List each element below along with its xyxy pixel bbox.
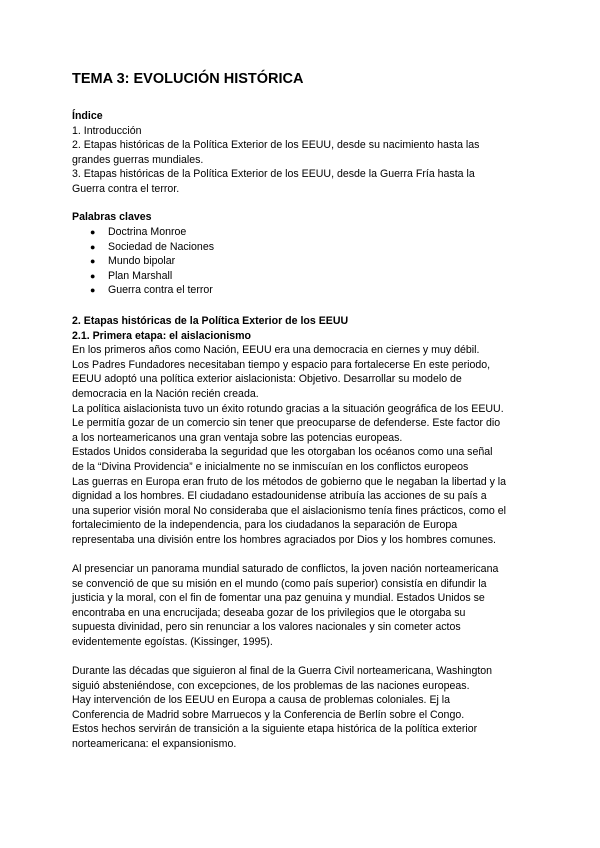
paragraph-line: Las guerras en Europa eran fruto de los métodos de gobierno que le negaban la libertad y la (72, 475, 507, 488)
paragraph-2 (72, 562, 532, 650)
paragraph-line: encontraba en una encrucijada; deseaba gozar de los privilegios que le otorgaba su (72, 606, 466, 619)
section-heading: 2. Etapas históricas de la Política Exterior de los EEUU (72, 315, 349, 327)
keyword-label: Mundo bipolar (108, 255, 176, 268)
section-2 (72, 314, 532, 548)
keyword-label: Sociedad de Naciones (108, 240, 215, 253)
keyword-label: Doctrina Monroe (108, 226, 187, 238)
index-line: 3. Etapas históricas de la Política Exterior de los EEUU, desde la Guerra Fría hasta la (72, 168, 475, 181)
paragraph-line: evidentemente egoístas. (Kissinger, 1995). (72, 635, 273, 648)
paragraph-line: una superior visión moral No consideraba que el aislacionismo tenía fines prácticos, como el (72, 504, 506, 517)
paragraph-line: Los Padres Fundadores necesitaban tiempo y espacio para fortalecerse En este periodo, (72, 358, 491, 371)
index-line: grandes guerras mundiales. (72, 153, 204, 166)
paragraph-line: Estados Unidos consideraba la seguridad que les otorgaban los océanos como una señal (72, 446, 493, 459)
keyword-item (72, 269, 214, 284)
keyword-item (72, 283, 214, 298)
paragraph-line: siguió absteniéndose, con excepciones, de los problemas de las naciones europeas. (72, 679, 470, 692)
keywords-section (72, 210, 532, 225)
bullet-icon: ● (90, 285, 96, 296)
paragraph-line: Conferencia de Madrid sobre Marruecos y la Conferencia de Berlín sobre el Congo. (72, 708, 465, 721)
index-line: Guerra contra el terror. (72, 182, 180, 195)
index-heading: Índice (72, 110, 103, 122)
paragraph-line: Durante las décadas que siguieron al final de la Guerra Civil norteamericana, Washington (72, 665, 493, 677)
index-line: 1. Introducción (72, 124, 142, 137)
subsection-heading: 2.1. Primera etapa: el aislacionismo (72, 329, 252, 342)
keyword-label: Guerra contra el terror (108, 284, 213, 297)
paragraph-line: En los primeros años como Nación, EEUU era una democracia en ciernes y muy débil. (72, 344, 480, 357)
bullet-icon: ● (90, 227, 96, 237)
bullet-icon: ● (90, 270, 96, 281)
keyword-label: Plan Marshall (108, 269, 173, 282)
paragraph-line: Estos hechos servirán de transición a la siguiente etapa histórica de la política exterior (72, 723, 478, 736)
index-section (72, 109, 532, 197)
keyword-item (72, 240, 214, 255)
paragraph-line: dignidad a los hombres. El ciudadano estadounidense atribuía las acciones de su país a (72, 490, 487, 503)
paragraph-line: a los norteamericanos una gran ventaja sobre las potencias europeas. (72, 431, 403, 444)
paragraph-line: supuesta divinidad, pero sin renunciar a los valores nacionales y sin cometer actos (72, 621, 461, 634)
paragraph-line: justicia y la moral, con el fin de fomentar una paz genuina y mundial. Estados Unidos se (72, 592, 485, 605)
paragraph-line: La política aislacionista tuvo un éxito rotundo gracias a la situación geográfica de los EEUU. (72, 402, 504, 415)
paragraph-line: Hay intervención de los EEUU en Europa a causa de problemas coloniales. Ej la (72, 694, 451, 707)
paragraph-line: representaba una división entre los hombres agraciados por Dios y los hombres comunes. (72, 533, 496, 546)
keywords-heading: Palabras claves (72, 211, 152, 223)
index-line: 2. Etapas históricas de la Política Exterior de los EEUU, desde su nacimiento hasta las (72, 139, 480, 152)
bullet-icon: ● (90, 241, 96, 252)
keyword-item (72, 225, 214, 240)
paragraph-line: se convenció de que su misión en el mundo (como país superior) consistía en difundir la (72, 577, 487, 590)
keywords-list (72, 225, 214, 298)
paragraph-line: fortalecimiento de la independencia, para los ciudadanos la separación de Europa (72, 519, 458, 532)
paragraph-3 (72, 664, 532, 752)
bullet-icon: ● (90, 256, 96, 267)
paragraph-line: Al presenciar un panorama mundial saturado de conflictos, la joven nación norteamericana (72, 563, 499, 575)
page-title: TEMA 3: EVOLUCIÓN HISTÓRICA (72, 71, 304, 87)
keyword-item (72, 254, 214, 269)
paragraph-line: de la “Divina Providencia” e inicialmente no se inmiscuían en los conflictos europeos (72, 460, 469, 473)
paragraph-line: norteamericana: el expansionismo. (72, 737, 237, 750)
paragraph-line: Le permitía gozar de un comercio sin tener que preocuparse de defenderse. Este factor dio (72, 417, 501, 430)
paragraph-line: EEUU adoptó una política exterior aislacionista: Objetivo. Desarrollar su modelo de (72, 373, 462, 386)
paragraph-line: democracia en la Nación recién creada. (72, 387, 259, 400)
